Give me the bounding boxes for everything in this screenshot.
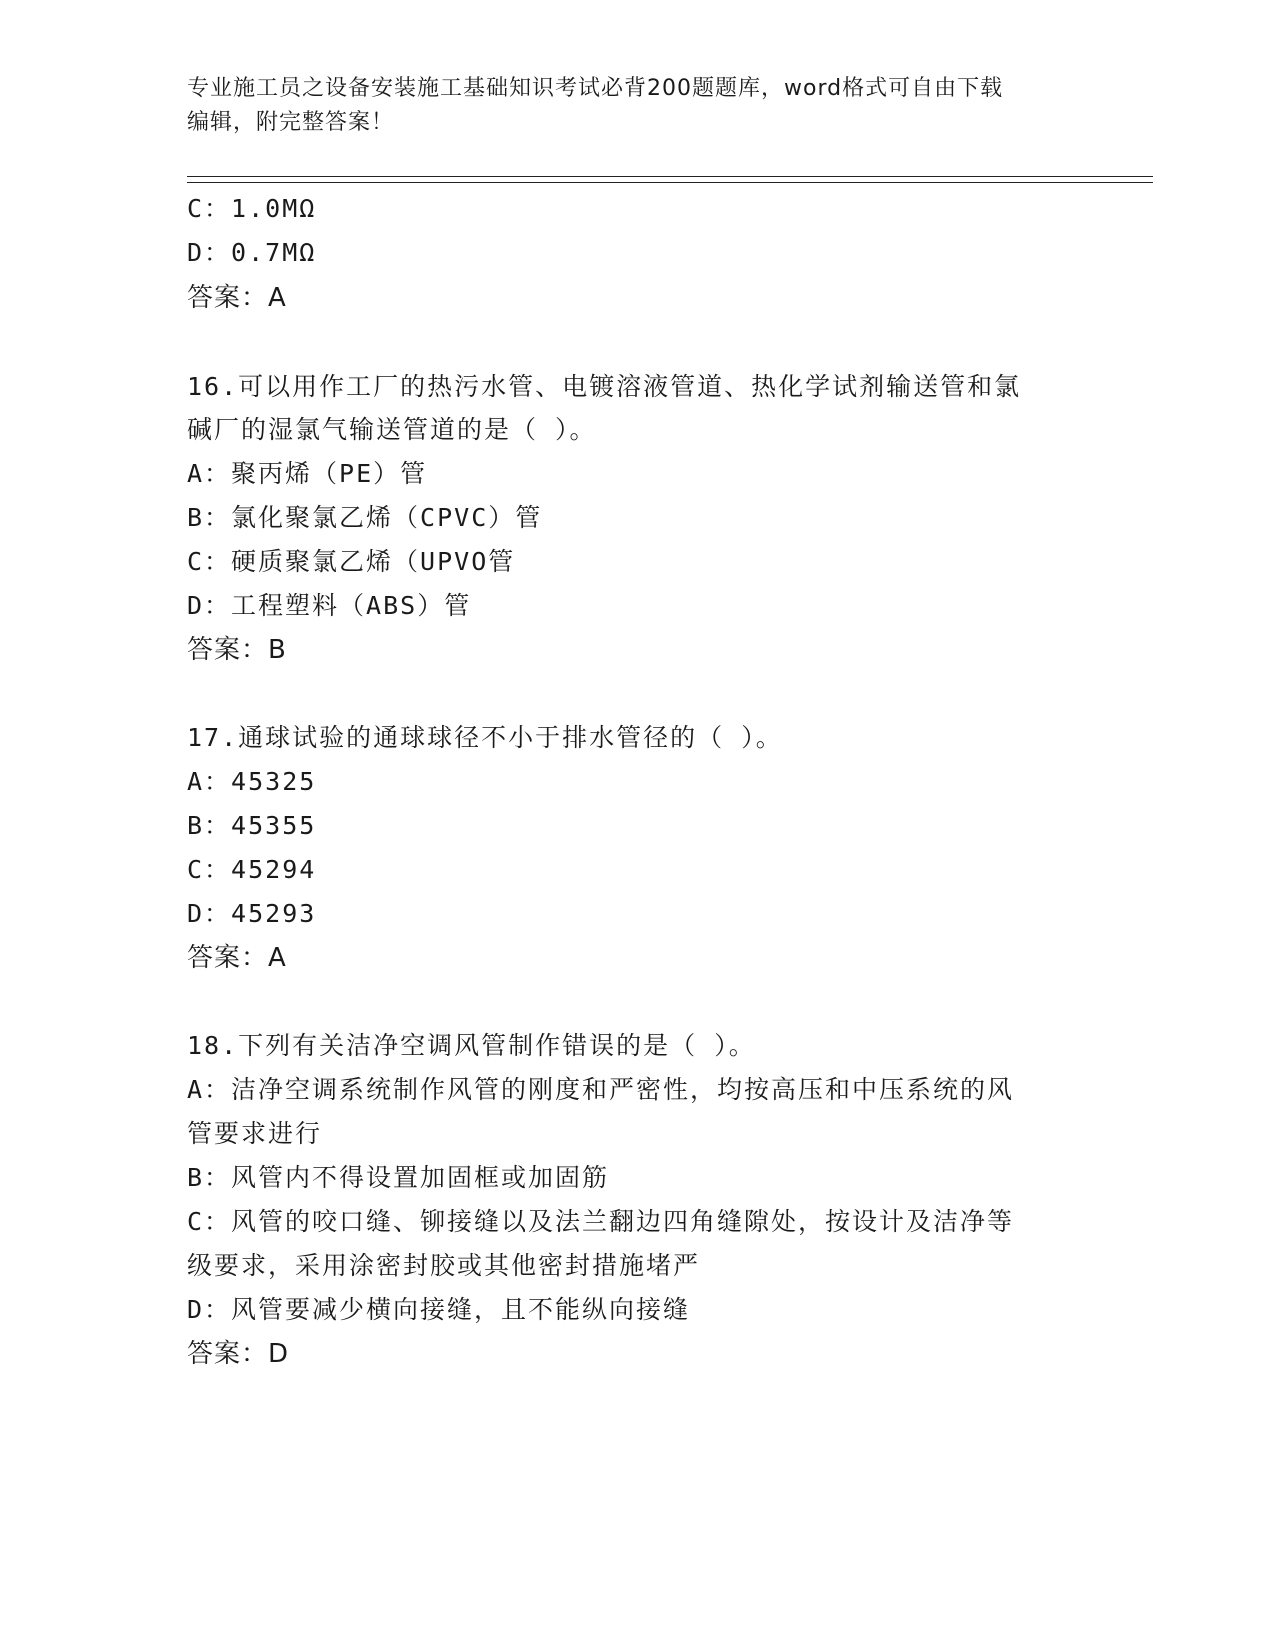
q17-stem: 17.通球试验的通球球径不小于排水管径的（ ）。 bbox=[187, 723, 783, 752]
q16-option-d: D：工程塑料（ABS）管 bbox=[187, 591, 472, 620]
q17-option-a: A：45325 bbox=[187, 767, 317, 796]
q18-option-b: B：风管内不得设置加固框或加固筋 bbox=[187, 1163, 610, 1192]
document-header bbox=[187, 72, 1067, 140]
q15-option-c: C：1.0MΩ bbox=[187, 194, 317, 223]
header-title-line-1: 专业施工员之设备安装施工基础知识考试必背200题题库，word格式可自由下载 bbox=[187, 76, 1004, 101]
q16-stem-line-1: 16.可以用作工厂的热污水管、电镀溶液管道、热化学试剂输送管和氯 bbox=[187, 372, 1022, 401]
q16-answer: 答案：B bbox=[187, 635, 287, 665]
q18-stem: 18.下列有关洁净空调风管制作错误的是（ ）。 bbox=[187, 1031, 756, 1060]
q18-answer: 答案：D bbox=[187, 1339, 290, 1369]
q16-stem-line-2: 碱厂的湿氯气输送管道的是（ ）。 bbox=[187, 415, 597, 444]
q15-option-d: D：0.7MΩ bbox=[187, 238, 317, 267]
q15-answer: 答案：A bbox=[187, 283, 287, 313]
q16-option-b: B：氯化聚氯乙烯（CPVC）管 bbox=[187, 503, 543, 532]
q17-option-d: D：45293 bbox=[187, 899, 317, 928]
q17-answer: 答案：A bbox=[187, 943, 287, 973]
q16-option-c: C：硬质聚氯乙烯（UPVO管 bbox=[187, 547, 516, 576]
q18-option-a-line-1: A：洁净空调系统制作风管的刚度和严密性，均按高压和中压系统的风 bbox=[187, 1075, 1015, 1104]
q18-option-d: D：风管要减少横向接缝，且不能纵向接缝 bbox=[187, 1295, 691, 1324]
header-divider-top bbox=[187, 176, 1153, 177]
header-divider-bottom bbox=[187, 182, 1153, 183]
q18-option-a-line-2: 管要求进行 bbox=[187, 1119, 323, 1148]
header-title-line-2: 编辑，附完整答案！ bbox=[187, 110, 395, 135]
q18-option-c-line-1: C：风管的咬口缝、铆接缝以及法兰翻边四角缝隙处，按设计及洁净等 bbox=[187, 1207, 1015, 1236]
q17-option-c: C：45294 bbox=[187, 855, 317, 884]
q16-option-a: A：聚丙烯（PE）管 bbox=[187, 459, 428, 488]
q17-option-b: B：45355 bbox=[187, 811, 317, 840]
q18-option-c-line-2: 级要求，采用涂密封胶或其他密封措施堵严 bbox=[187, 1251, 701, 1280]
